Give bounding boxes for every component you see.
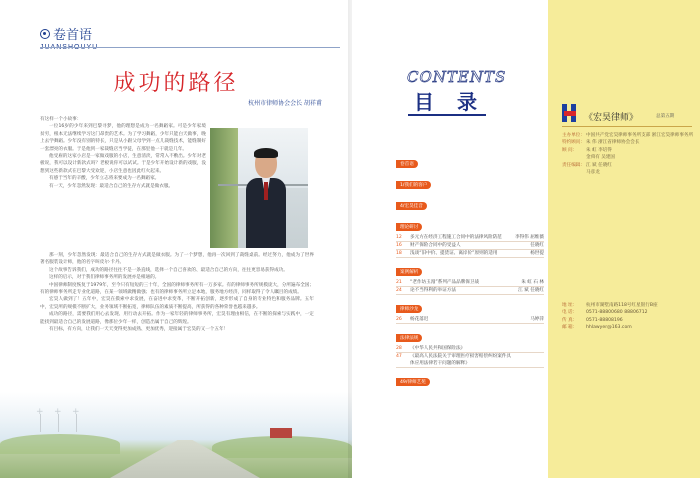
credit-line: 责任编辑： 江 斌 任晓红 bbox=[562, 162, 612, 168]
paragraph: 有感于当年的辛酸，少年立志将来要成为一名舞蹈家。 bbox=[49, 176, 160, 182]
divider bbox=[408, 114, 486, 116]
divider bbox=[562, 126, 692, 127]
masthead-page bbox=[548, 0, 700, 478]
article-title: 成功的路径 bbox=[113, 71, 239, 96]
address-line: 地 址： 杭州市湖墅南路118号红星银行B座 bbox=[562, 303, 658, 308]
credit-line: 马彦龙 bbox=[586, 170, 600, 176]
paragraph: 有这样一个小故事： bbox=[40, 117, 82, 122]
email-line[interactable]: 邮 箱： hhlawyer@163.com bbox=[562, 325, 632, 331]
toc-section[interactable]: 案例解析 bbox=[396, 268, 422, 276]
contents-page bbox=[352, 0, 548, 478]
toc-section[interactable]: 法律法规 bbox=[396, 334, 422, 342]
paragraph: 有一天，少年忽然发现：最适合自己的生存方式就是做衣服。 bbox=[49, 183, 174, 189]
toc-entry[interactable]: 47 《最高人民法院关于审理医疗损害赔偿纠纷案件具体应用法律若干问题的解释》 bbox=[396, 353, 544, 368]
toc-entry[interactable]: 16 财产保险合同中的受益人 任晓红 bbox=[396, 243, 544, 248]
paragraph: 一位16岁的少年来到巴黎寻梦，他的理想是成为一名舞蹈家。可是少年家境贫穷，根本无法继续学习这门昂贵的艺术。为了学习舞蹈，少年只能白天做事，晚上去学舞蹈。少年没有别的特长，只是从小跟父母学到一点儿裁缝技术，能缝制好一套漂亮的衣服。于是他到一家裁缝店当学徒，在那里他一干就是几年。 bbox=[40, 124, 206, 152]
toc-entry[interactable]: 28 《中华人民共和国保险法》 bbox=[396, 345, 544, 353]
credit-line: 主办单位： 中国共产党宏昊律师事务所支部 浙江宏昊律师事务所 bbox=[562, 133, 694, 138]
table-of-contents bbox=[396, 150, 544, 389]
toc-entry[interactable]: 18 浅谈“旧中价、提货证、离岸价”原则的适用 杨世提 bbox=[396, 251, 544, 256]
masthead-credits bbox=[562, 132, 696, 176]
toc-section[interactable]: 49/律师艺苑 bbox=[396, 378, 430, 386]
article-byline: 杭州市律师协会会长 胡祥甫 bbox=[248, 100, 322, 107]
credit-line: 顾 问： 朱 虹 李培得 bbox=[562, 147, 612, 153]
target-icon bbox=[40, 29, 50, 39]
toc-section[interactable]: 理论研讨 bbox=[396, 223, 422, 231]
magazine-name: 《宏昊律师》 bbox=[584, 113, 639, 123]
credit-line: 特约顾问： 朱 伟 浙江省律师协会会长 bbox=[562, 140, 640, 146]
divider bbox=[40, 47, 340, 48]
author-portrait bbox=[210, 128, 308, 248]
contact-info bbox=[562, 302, 696, 332]
toc-entry[interactable]: 12 多元方在经济工程施工合同中的法律风险防范 李得伟 屈维薇 bbox=[396, 235, 544, 240]
firm-logo bbox=[562, 104, 580, 122]
toc-entry[interactable]: 21 “老作坊玉漫”系列产品品牌保卫战 朱 虹 石 林 bbox=[396, 280, 544, 285]
contents-heading-en: CONTENTS bbox=[407, 68, 507, 86]
toc-section[interactable]: 4/宏昊佳音 bbox=[396, 202, 427, 210]
paragraph: 那一刻，少年忽然发现：最适合自己的生存方式就是做衣服。为了一个梦想，他再一次回到了裁缝桌前。经过努力，他成为了世界著名服装设计师，他的名字叫皮尔·卡丹。 bbox=[40, 253, 314, 266]
issue-number: 总第五期 bbox=[656, 114, 675, 119]
body-text bbox=[40, 252, 314, 333]
kicker-zh: 卷首语 bbox=[53, 28, 93, 43]
windmill-icon bbox=[58, 414, 59, 432]
paragraph: 中国律师制度恢复于1979年，至今只有短短的三十年，全国的律师事务所有一万多家。有的律师事务所规模庞大，分所遍布全国；有的律师事务所走专业化道路，在某一领域做精做强；也有的律师事务所立足本地，服务地方经济，同样取得了令人瞩目的成绩。 bbox=[40, 282, 314, 296]
windmill-icon bbox=[76, 414, 77, 432]
toc-section[interactable]: 1/我们的客户 bbox=[396, 181, 431, 189]
toc-section[interactable]: 卷首语 bbox=[396, 160, 418, 168]
intro-text bbox=[40, 116, 206, 190]
paragraph: 有目标，有方向，让我们一天天变得更加成熟、更加优秀，迎接属于宏昊的又一个五年！ bbox=[49, 327, 229, 333]
house bbox=[270, 428, 292, 438]
paragraph: 宏昊人做到了！五年中，宏昊在摸索中求发展，在奋进中求变革，不断开拓创新，逐步形成了自身的专业特色和服务品牌。五年中，宏昊所的规模不断扩大，业务领域不断拓宽，律师队伍的素质不断提高，所获得的各种荣誉也越来越多。 bbox=[40, 297, 314, 310]
toc-entry[interactable]: 24 论不当得利的举证方法 江 斌 任晓红 bbox=[396, 288, 544, 293]
paragraph: 这个故事告诉我们，成功的路径往往不是一条直线，选择一个自己喜欢的、最适合自己的方向，往往更容易获得成功。 bbox=[49, 267, 288, 273]
fax-line: 传 真： 0571-88808196 bbox=[562, 317, 623, 323]
landscape-illustration bbox=[0, 392, 352, 478]
toc-entry[interactable]: 26 杨花落迟 马婷萍 bbox=[396, 317, 544, 322]
paragraph: 这样的启示，对于我们律师事务所的发展亦是相通的。 bbox=[49, 275, 160, 281]
paragraph: 他受雇的这家小店是一家做戏服的小店，生意清淡，常常入不敷出。少年对老板说，我可以设计新款式吗？老板说你可以试试。于是少年开始设计新的戏服，没想到这些新款式在巴黎大受欢迎，小店生意也因此红火起来。 bbox=[40, 154, 206, 174]
contents-heading-zh: 目 录 bbox=[414, 90, 485, 114]
paragraph: 成功的路径，需要我们用心去发现、用行动去开拓。作为一家年轻的律师事务所，宏昊有理由相信，在不断的探索与实践中，一定能找到最适合自己的发展道路，像那位少年一样，创造出属于自己的辉煌。 bbox=[40, 312, 314, 325]
credit-line: 金舜有 吴建国 bbox=[586, 155, 616, 161]
toc-section[interactable]: 律师沙龙 bbox=[396, 305, 422, 313]
windmill-icon bbox=[40, 414, 41, 432]
phone-line: 电 话： 0571-88800680 88806712 bbox=[562, 310, 648, 316]
